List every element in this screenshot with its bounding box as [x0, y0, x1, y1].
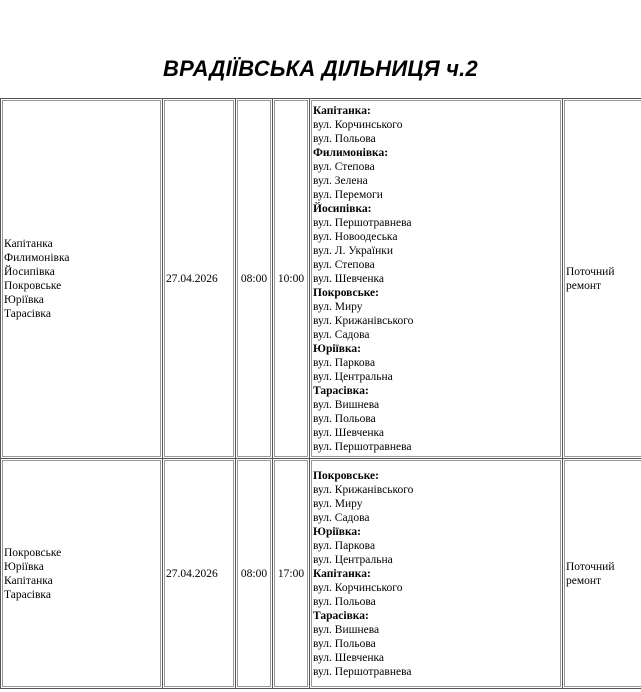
- time-start-cell: 08:00: [236, 459, 273, 689]
- village-name: Юріївка: [4, 560, 44, 573]
- village-name: Тарасівка: [4, 588, 51, 601]
- street-name: вул. Шевченка: [313, 272, 385, 285]
- street-group-heading: Капітанка:: [313, 104, 371, 117]
- street-name: вул. Паркова: [313, 539, 376, 552]
- street-name: вул. Зелена: [313, 174, 368, 187]
- street-group-heading: Филимонівка:: [313, 146, 389, 159]
- village-name: Капітанка: [4, 574, 53, 587]
- street-name: вул. Миру: [313, 497, 363, 510]
- reason-text: Поточний: [566, 560, 615, 573]
- schedule-row: [1, 459, 641, 689]
- street-name: вул. Першотравнева: [313, 440, 412, 453]
- outage-schedule-table: [0, 98, 641, 689]
- date-cell: 27.04.2026: [163, 459, 236, 689]
- street-group-heading: Тарасівка:: [313, 609, 369, 622]
- street-name: вул. Шевченка: [313, 426, 385, 439]
- street-name: вул. Садова: [313, 328, 370, 341]
- street-name: вул. Л. Українки: [313, 244, 393, 257]
- street-name: вул. Першотравнева: [313, 665, 412, 678]
- street-name: вул. Вишнева: [313, 623, 380, 636]
- street-name: вул. Степова: [313, 160, 375, 173]
- street-name: вул. Першотравнева: [313, 216, 412, 229]
- street-name: вул. Польова: [313, 412, 376, 425]
- street-group-heading: Юріївка:: [313, 525, 361, 538]
- streets-cell: [310, 459, 563, 689]
- street-name: вул. Перемоги: [313, 188, 383, 201]
- village-name: Юріївка: [4, 293, 44, 306]
- schedule-row: [1, 99, 641, 459]
- village-name: Филимонівка: [4, 251, 70, 264]
- time-end-cell: 10:00: [273, 99, 310, 459]
- street-name: вул. Корчинського: [313, 118, 403, 131]
- village-name: Капітанка: [4, 237, 53, 250]
- date-cell: 27.04.2026: [163, 99, 236, 459]
- streets-cell: [310, 99, 563, 459]
- street-group-heading: Покровське:: [313, 286, 379, 299]
- street-name: вул. Польова: [313, 637, 376, 650]
- reason-text: Поточний: [566, 265, 615, 278]
- street-group-heading: Покровське:: [313, 469, 379, 482]
- street-name: вул. Центральна: [313, 553, 393, 566]
- village-name: Йосипівка: [4, 265, 55, 278]
- street-group-heading: Йосипівка:: [313, 202, 372, 215]
- street-name: вул. Центральна: [313, 370, 393, 383]
- village-name: Тарасівка: [4, 307, 51, 320]
- street-name: вул. Корчинського: [313, 581, 403, 594]
- page-title: ВРАДІЇВСЬКА ДІЛЬНИЦЯ ч.2: [163, 56, 478, 81]
- schedule-body: [1, 99, 641, 689]
- reason-text: ремонт: [566, 574, 602, 587]
- time-start-cell: 08:00: [236, 99, 273, 459]
- street-name: вул. Крижанівського: [313, 314, 414, 327]
- street-name: вул. Степова: [313, 258, 375, 271]
- village-name: Покровське: [4, 279, 62, 292]
- reason-cell: [563, 459, 641, 689]
- street-name: вул. Новоодеська: [313, 230, 398, 243]
- village-name: Покровське: [4, 546, 62, 559]
- street-name: вул. Миру: [313, 300, 363, 313]
- time-end-cell: 17:00: [273, 459, 310, 689]
- street-name: вул. Польова: [313, 595, 376, 608]
- street-group-heading: Юріївка:: [313, 342, 361, 355]
- street-name: вул. Вишнева: [313, 398, 380, 411]
- street-group-heading: Тарасівка:: [313, 384, 369, 397]
- villages-cell: [1, 459, 163, 689]
- street-name: вул. Паркова: [313, 356, 376, 369]
- street-name: вул. Польова: [313, 132, 376, 145]
- street-name: вул. Крижанівського: [313, 483, 414, 496]
- reason-text: ремонт: [566, 279, 602, 292]
- villages-cell: [1, 99, 163, 459]
- reason-cell: [563, 99, 641, 459]
- street-group-heading: Капітанка:: [313, 567, 371, 580]
- street-name: вул. Шевченка: [313, 651, 385, 664]
- street-name: вул. Садова: [313, 511, 370, 524]
